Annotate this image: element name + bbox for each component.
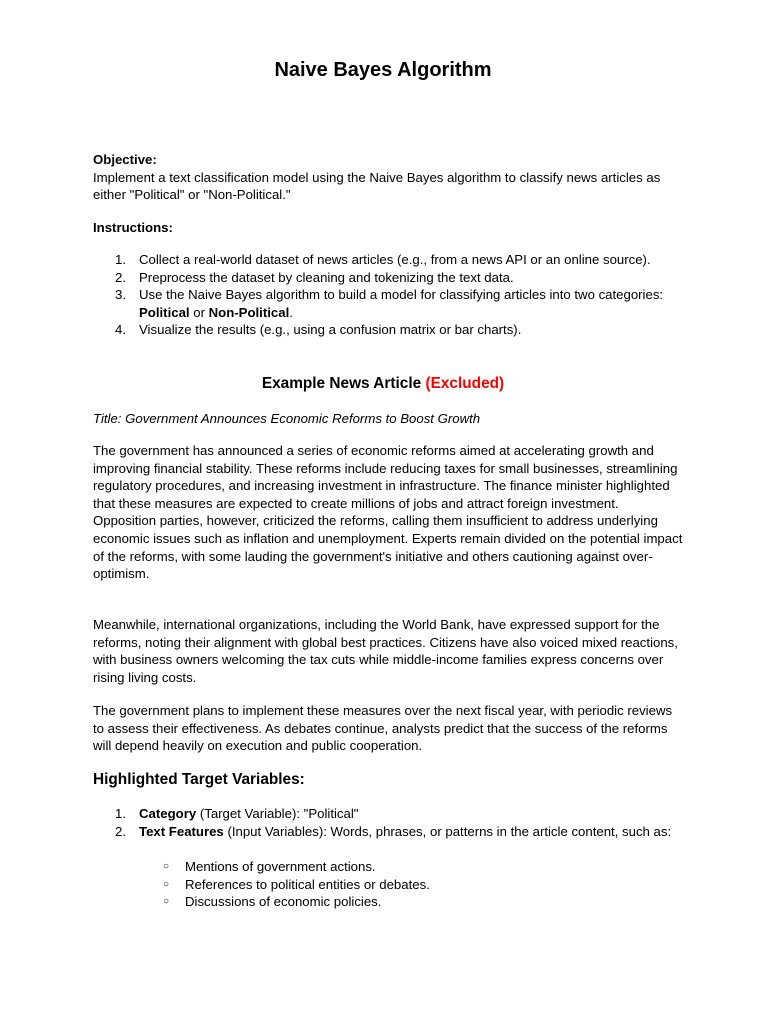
article-body-3 xyxy=(93,702,683,755)
list-item: ○ Discussions of economic policies. xyxy=(163,894,382,910)
category-political: Political xyxy=(139,304,190,320)
article-paragraph: The government plans to implement these measures over the next fiscal year, with periodic reviews to assess their effectiveness. As debates continue, analysts predict that the success of the reforms will depend heavily on execution and public cooperation. xyxy=(93,703,673,754)
article-paragraph: Opposition parties, however, criticized the reforms, calling them insufficient to address underlying economic issues such as inflation and unemployment. Experts remain divided on the potential impact of the reforms, with some lauding the government's initiative and others cautioning against over-optimism. xyxy=(93,513,683,582)
objective-text: Implement a text classification model using the Naive Bayes algorithm to classify news articles as either "Political" or "Non-Political." xyxy=(93,169,661,203)
instructions-list xyxy=(93,251,683,339)
article-paragraph: Meanwhile, international organizations, including the World Bank, have expressed support for the reforms, noting their alignment with global best practices. Citizens have also voiced mixed reactions, with business owners welcoming the tax cuts while middle-income families express concerns over rising living costs. xyxy=(93,617,678,685)
list-item: 4. Visualize the results (e.g., using a confusion matrix or bar charts). xyxy=(115,322,522,338)
objective-section xyxy=(93,151,683,204)
list-item: ○ References to political entities or debates. xyxy=(163,876,430,892)
targets-heading: Highlighted Target Variables: xyxy=(93,771,305,788)
bullet-icon: ○ xyxy=(163,896,170,908)
article-paragraph: The government has announced a series of economic reforms aimed at accelerating growth and improving financial stability. These reforms include reducing taxes for small businesses, streamlining regulatory procedures, and increasing investment in infrastructure. The finance minister highlighted that these measures are expected to create millions of jobs and attract foreign investment. xyxy=(93,443,678,511)
list-item: 2. Preprocess the dataset by cleaning and tokenizing the text data. xyxy=(115,269,514,285)
list-item: 1. Category (Target Variable): "Political" xyxy=(115,806,359,821)
instructions-label: Instructions: xyxy=(93,220,173,235)
example-heading: Example News Article (Excluded) xyxy=(261,375,505,392)
objective-label: Objective: xyxy=(93,152,157,167)
article-body-1 xyxy=(93,442,683,583)
list-item: 1. Collect a real-world dataset of news articles (e.g., from a news API or an online source). xyxy=(115,252,651,267)
category-non-political: Non-Political xyxy=(208,304,290,320)
targets-list xyxy=(93,805,683,840)
excluded-tag: (Excluded) xyxy=(425,375,505,392)
list-item: 3. Use the Naive Bayes algorithm to build a model for classifying articles into two categories: Political or Non-Political. xyxy=(115,287,664,320)
list-item: ○ Mentions of government actions. xyxy=(163,859,376,874)
document-title: Naive Bayes Algorithm xyxy=(274,59,492,81)
bullet-icon: ○ xyxy=(163,861,170,872)
features-list xyxy=(93,858,683,911)
bullet-icon: ○ xyxy=(163,878,170,890)
article-title: Title: Government Announces Economic Reforms to Boost Growth xyxy=(93,411,481,426)
article-body-2 xyxy=(93,616,683,686)
list-item: 2. Text Features (Input Variables): Words, phrases, or patterns in the article content, such as: xyxy=(115,823,672,839)
